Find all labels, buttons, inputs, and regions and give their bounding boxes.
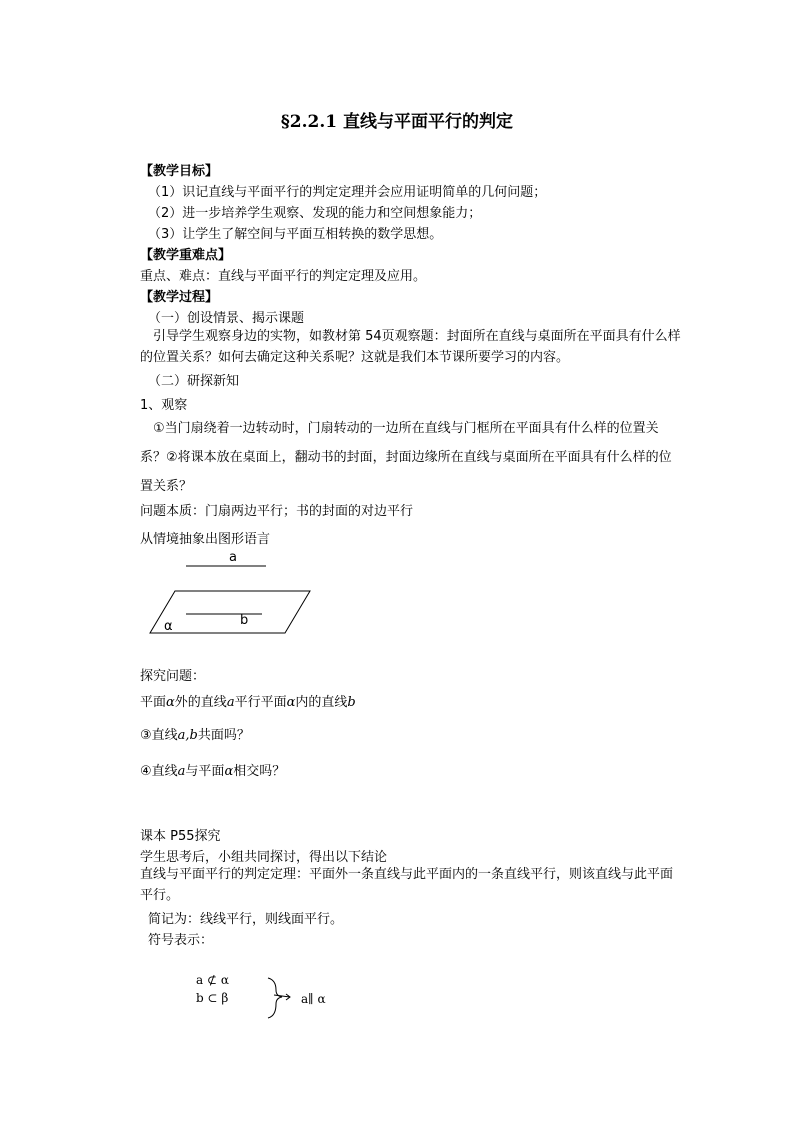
discussion-text: 学生思考后，小组共同探讨，得出以下结论 [140, 850, 388, 865]
symbol-result: a∥ α [301, 992, 326, 1006]
abstract-text: 从情境抽象出图形语言 [140, 532, 271, 547]
q4-post: 相交吗？ [233, 764, 286, 779]
symbol-line-1: a ⊄ α [196, 973, 229, 987]
q3-ab: a,b [177, 728, 198, 743]
short-form: 简记为：线线平行，则线面平行。 [148, 912, 344, 927]
explore-p1: 平面 [140, 695, 167, 710]
label-b: b [240, 613, 249, 628]
q4-alpha: α [224, 764, 234, 779]
objective-1: （1）识记直线与平面平行的判定定理并会应用证明简单的几何问题； [148, 185, 547, 200]
symbol-title: 符号表示： [148, 933, 214, 948]
q3-post: 共面吗？ [197, 728, 250, 743]
explore-alpha-1: α [166, 695, 175, 710]
question-4 [140, 760, 285, 779]
explore-alpha-2: α [286, 695, 296, 710]
explore-p4: 内的直线 [295, 695, 348, 710]
label-a: a [229, 550, 237, 565]
plane-alpha [150, 591, 310, 633]
q4-mid: 与平面 [185, 764, 225, 779]
symbol-line-2: b ⊂ β [196, 991, 229, 1005]
step1-text: 引导学生观察身边的实物，如教材第 54页观察题：封面所在直线与桌面所在平面具有什么样的位置关系？如何去确定这种关系呢？这就是我们本节课所要学习的内容。 [140, 329, 681, 365]
objective-2: （2）进一步培养学生观察、发现的能力和空间想象能力； [148, 206, 482, 221]
objective-3: （3）让学生了解空间与平面互相转换的数学思想。 [148, 227, 443, 242]
explore-title: 探究问题： [140, 669, 206, 684]
theorem-text: 直线与平面平行的判定定理：平面外一条直线与此平面内的一条直线平行，则该直线与此平面平行。 [140, 867, 674, 903]
section-keypoints-heading: 【教学重难点】 [140, 248, 232, 263]
observe-title: 1、观察 [140, 398, 188, 413]
question-3 [140, 724, 250, 743]
q4-pre: ④直线 [140, 764, 178, 779]
essence-text: 问题本质：门扇两边平行；书的封面的对边平行 [140, 504, 414, 519]
step1-title: （一）创设情景、揭示课题 [148, 311, 305, 326]
section-objectives-heading: 【教学目标】 [140, 164, 219, 179]
explore-p2: 外的直线 [174, 695, 227, 710]
q4-a: a [177, 764, 186, 779]
section-process-heading: 【教学过程】 [140, 290, 219, 305]
explore-a: a [226, 695, 235, 710]
q3-pre: ③直线 [140, 728, 178, 743]
step2-title: （二）研探新知 [148, 374, 240, 389]
observe-text: ①当门扇绕着一边转动时，门扇转动的一边所在直线与门框所在平面具有什么样的位置关系？②将课本放在桌面上，翻动书的封面，封面边缘所在直线与桌面所在平面具有什么样的位置关系？ [140, 421, 672, 494]
keypoints-text: 重点、难点：直线与平面平行的判定定理及应用。 [140, 269, 427, 284]
textbook-ref: 课本 P55探究 [140, 829, 221, 844]
page-title: §2.2.1 直线与平面平行的判定 [280, 112, 514, 132]
explore-b: b [347, 695, 356, 710]
explore-question [140, 691, 356, 710]
right-brace [268, 978, 282, 1018]
label-alpha: α [164, 619, 173, 634]
explore-p3: 平行平面 [234, 695, 287, 710]
